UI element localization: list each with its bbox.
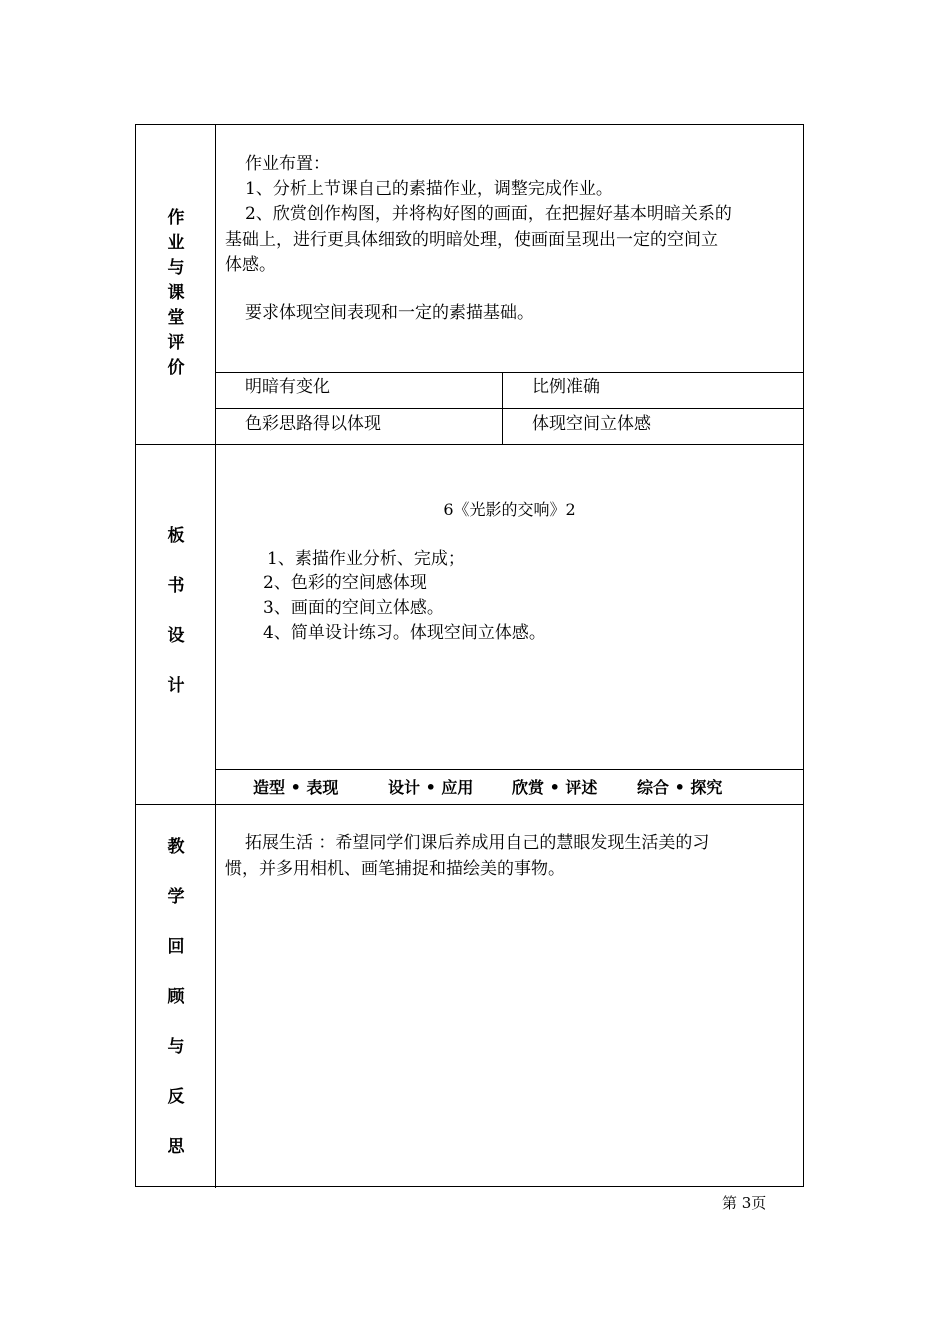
board-label-char: 板 (167, 526, 185, 546)
category-row (216, 769, 803, 804)
board-content-cell (216, 445, 803, 804)
review-label-char: 反 (167, 1087, 185, 1107)
category-label: 综合 • 探究 (637, 778, 723, 797)
board-label-char: 计 (167, 676, 185, 696)
review-text-cont: 惯，并多用相机、画笔捕捉和描绘美的事物。 (225, 859, 565, 879)
homework-item-2-cont: 基础上，进行更具体细致的明暗处理，使画面呈现出一定的空间立 (225, 230, 718, 250)
criteria-cell: 明暗有变化 (245, 377, 330, 397)
review-label-char: 顾 (167, 987, 185, 1007)
board-label-char: 设 (167, 626, 185, 646)
homework-label-char: 业 (167, 233, 185, 253)
homework-label-cell (136, 125, 216, 444)
homework-requirement: 要求体现空间表现和一定的素描基础。 (245, 303, 534, 323)
review-row (136, 805, 803, 1188)
review-label-char: 学 (167, 887, 185, 907)
board-item: 2、色彩的空间感体现 (263, 573, 427, 593)
review-label-cell (136, 805, 216, 1188)
homework-label-char: 与 (167, 258, 185, 278)
homework-title: 作业布置： (245, 154, 330, 174)
review-label-char: 与 (167, 1037, 185, 1057)
homework-item-2-cont: 体感。 (225, 255, 276, 275)
criteria-row-1 (216, 372, 803, 408)
category-label: 设计 • 应用 (388, 778, 474, 797)
homework-label-char: 价 (167, 358, 185, 378)
review-label-char: 回 (167, 937, 185, 957)
homework-item-2: 2、欣赏创作构图，并将构好图的画面，在把握好基本明暗关系的 (245, 204, 732, 224)
homework-content-cell (216, 125, 803, 444)
homework-label-char: 评 (167, 333, 185, 353)
homework-label-char: 课 (167, 283, 185, 303)
board-label-cell (136, 445, 216, 804)
review-label-char: 思 (167, 1137, 185, 1157)
criteria-divider (502, 409, 503, 444)
category-label: 欣赏 • 评述 (512, 778, 598, 797)
criteria-divider (502, 373, 503, 408)
homework-row (136, 125, 803, 445)
page-number: 第 3页 (722, 1194, 767, 1212)
homework-label-char: 堂 (167, 308, 185, 328)
board-item: 4、简单设计练习。体现空间立体感。 (263, 623, 546, 643)
lesson-plan-table (135, 124, 804, 1187)
board-design-row (136, 445, 803, 805)
criteria-cell: 比例准确 (532, 377, 600, 397)
board-item: 3、画面的空间立体感。 (263, 598, 444, 618)
homework-label-char: 作 (167, 208, 185, 228)
homework-item-1: 1、分析上节课自己的素描作业，调整完成作业。 (245, 179, 613, 199)
criteria-row-2 (216, 408, 803, 444)
review-label-char: 教 (167, 837, 185, 857)
criteria-cell: 色彩思路得以体现 (245, 414, 381, 434)
board-label-char: 书 (167, 576, 185, 596)
review-content-cell (216, 805, 803, 1188)
category-label: 造型 • 表现 (253, 778, 339, 797)
board-item: 1、素描作业分析、完成； (267, 549, 465, 569)
review-text: 拓展生活 ：希望同学们课后养成用自己的慧眼发现生活美的习 (245, 833, 710, 853)
board-title: 6《光影的交响》2 (443, 500, 576, 519)
criteria-cell: 体现空间立体感 (532, 414, 651, 434)
